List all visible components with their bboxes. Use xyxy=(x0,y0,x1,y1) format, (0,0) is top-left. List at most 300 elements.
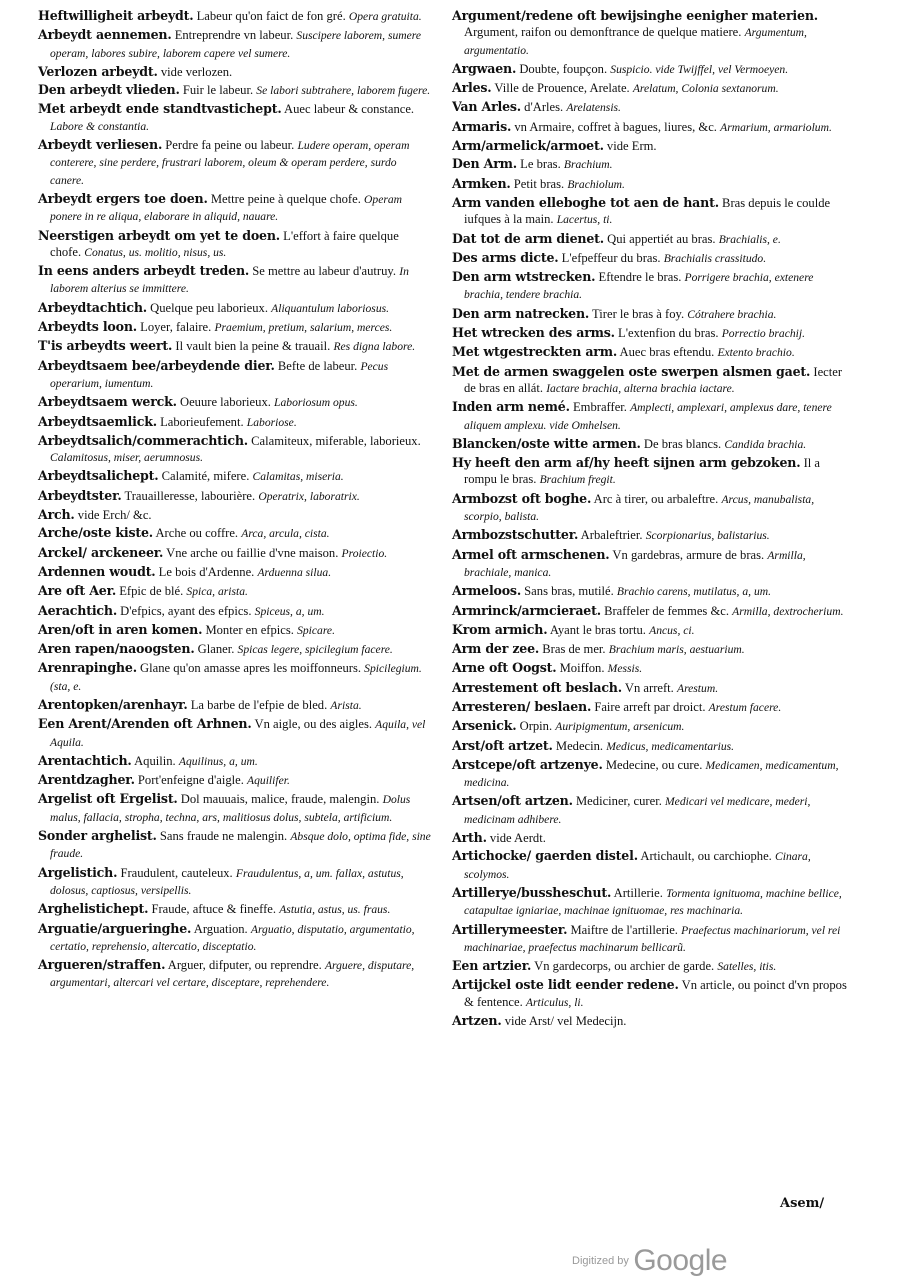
dictionary-entry xyxy=(452,364,847,398)
headword: Met wtgestreckten arm. xyxy=(452,344,618,360)
dictionary-entry xyxy=(452,138,847,154)
latin-gloss: Aquilifer. xyxy=(247,774,290,788)
dictionary-entry xyxy=(38,828,433,863)
french-gloss: Vne arche ou faillie d'vne maison. xyxy=(166,545,339,560)
latin-gloss: Laboriosum opus. xyxy=(274,396,358,410)
french-gloss: La barbe de l'efpie de bled. xyxy=(190,697,328,712)
french-gloss: vn Armaire, coffret à bagues, liures, &c. xyxy=(514,119,717,134)
headword: Arbeydtachtich. xyxy=(38,299,147,315)
latin-gloss: Brachium fregit. xyxy=(539,473,616,487)
headword: Arbeydts loon. xyxy=(38,319,137,335)
headword: Arresteren/ beslaen. xyxy=(452,698,592,714)
dictionary-entry xyxy=(452,455,847,489)
french-gloss: Bras depuis le coulde iufques à la main. xyxy=(464,195,831,227)
latin-gloss: Laboriose. xyxy=(246,415,297,429)
dictionary-entry xyxy=(452,250,847,267)
latin-gloss: Armarium, armariolum. xyxy=(720,120,832,134)
latin-gloss: Porrigere brachia, extenere brachia, tendere brachia. xyxy=(464,271,814,302)
headword: Arbeydtsaemlick. xyxy=(38,413,157,429)
headword: Armel oft armschenen. xyxy=(452,546,610,562)
dictionary-entry xyxy=(38,228,433,262)
headword: Arentopken/arenhayr. xyxy=(38,696,188,712)
latin-gloss: Calamitosus, miser, aerumnosus. xyxy=(50,451,203,465)
french-gloss: Embraffer. xyxy=(572,400,627,415)
dictionary-entry xyxy=(452,80,847,97)
french-gloss: Fraude, aftuce & fineffe. xyxy=(151,902,277,917)
latin-gloss: Arestum facere. xyxy=(708,700,782,714)
french-gloss: vide verlozen. xyxy=(160,64,233,79)
latin-gloss: Auripigmentum, arsenicum. xyxy=(555,720,685,734)
headword: Argueren/straffen. xyxy=(38,957,166,973)
french-gloss: Vn arreft. xyxy=(624,680,674,695)
headword: Krom armich. xyxy=(452,621,548,637)
french-gloss: Petit bras. xyxy=(513,176,565,191)
dictionary-entry xyxy=(38,137,433,189)
latin-gloss: Conatus, us. molitio, nisus, us. xyxy=(84,245,227,259)
french-gloss: Artillerie. xyxy=(613,885,663,900)
french-gloss: Moiffon. xyxy=(559,661,605,676)
french-gloss: vide Erch/ &c. xyxy=(77,508,152,523)
latin-gloss: Arduenna silua. xyxy=(257,565,332,579)
french-gloss: Ville de Prouence, Arelate. xyxy=(494,81,630,96)
latin-gloss: Arguatio, disputatio, argumentatio, certatio, reprehensio, altercatio, disceptatio. xyxy=(50,922,415,953)
latin-gloss: Spicare. xyxy=(297,623,335,637)
dictionary-entry xyxy=(38,641,433,658)
dictionary-entry xyxy=(38,660,433,695)
digitized-watermark xyxy=(572,1244,727,1278)
french-gloss: Bras de mer. xyxy=(542,642,606,657)
dictionary-entry xyxy=(452,603,847,620)
headword: Arbeydtsalich/commerachtich. xyxy=(38,432,248,448)
latin-gloss: Argumentum, argumentatio. xyxy=(464,26,807,57)
headword: Aren rapen/naoogsten. xyxy=(38,641,195,657)
headword: Aerachtich. xyxy=(38,602,118,618)
dictionary-entry xyxy=(38,263,433,298)
headword: Heftwilligheit arbeydt. xyxy=(38,8,194,23)
latin-gloss: Arca, arcula, cista. xyxy=(241,527,330,541)
headword: Artsen/oft artzen. xyxy=(452,793,573,809)
french-gloss: Efpic de blé. xyxy=(119,584,184,599)
dictionary-entry xyxy=(452,885,847,920)
dictionary-entry xyxy=(38,300,433,317)
latin-gloss: Aquilinus, a, um. xyxy=(178,754,258,768)
latin-gloss: Aliquantulum laboriosus. xyxy=(271,301,390,315)
dictionary-entry xyxy=(38,433,433,467)
french-gloss: d'Arles. xyxy=(524,100,564,115)
headword: Artillerye/bussheschut. xyxy=(452,884,612,900)
latin-gloss: Extento brachio. xyxy=(717,346,795,360)
latin-gloss: Absque dolo, optima fide, sine fraude. xyxy=(50,830,431,861)
latin-gloss: Arista. xyxy=(330,698,362,712)
french-gloss: Ayant le bras tortu. xyxy=(549,622,646,637)
dictionary-entry xyxy=(38,921,433,956)
latin-gloss: Arguere, disputare, argumentari, altercari vel certare, disceptare, reprehendere. xyxy=(50,959,415,990)
headword: Arguatie/argueringhe. xyxy=(38,920,192,936)
latin-gloss: Arcus, manubalista, scorpio, balista. xyxy=(464,492,815,524)
dictionary-entry xyxy=(38,414,433,431)
latin-gloss: Armilla, dextrocherium. xyxy=(732,604,844,618)
dictionary-entry xyxy=(38,101,433,135)
dictionary-entry xyxy=(38,525,433,542)
dictionary-entry xyxy=(38,8,433,25)
latin-gloss: Se labori subtrahere, laborem fugere. xyxy=(256,84,431,98)
dictionary-entry xyxy=(452,1013,847,1029)
google-logo: Google xyxy=(633,1244,728,1277)
french-gloss: Fraudulent, cauteleux. xyxy=(120,865,233,880)
dictionary-entry xyxy=(452,344,847,361)
french-gloss: vide Aerdt. xyxy=(489,831,546,846)
french-gloss: Befte de labeur. xyxy=(277,358,358,373)
dictionary-entry xyxy=(38,545,433,562)
french-gloss: Vn gardecorps, ou archier de garde. xyxy=(534,959,715,974)
headword: T'is arbeydts weert. xyxy=(38,338,173,354)
headword: Inden arm nemé. xyxy=(452,399,570,415)
dictionary-entry xyxy=(38,583,433,600)
dictionary-entry xyxy=(38,488,433,505)
latin-gloss: Proiectio. xyxy=(341,546,388,560)
french-gloss: Monter en efpics. xyxy=(205,622,294,637)
french-gloss: Il a rompu le bras. xyxy=(464,456,820,487)
latin-gloss: Scorpionarius, balistarius. xyxy=(645,529,770,543)
french-gloss: Se mettre au labeur d'autruy. xyxy=(252,264,397,279)
latin-gloss: Spiceus, a, um. xyxy=(254,604,325,618)
headword: Armrinck/armcieraet. xyxy=(452,602,601,618)
latin-gloss: Spicilegium. (sta, e. xyxy=(50,662,422,693)
french-gloss: Aquilin. xyxy=(134,753,176,768)
dictionary-entry xyxy=(38,468,433,485)
french-gloss: Port'enfeigne d'aigle. xyxy=(137,773,244,788)
french-gloss: Medecine, ou cure. xyxy=(605,757,703,772)
latin-gloss: Opera gratuita. xyxy=(348,10,422,23)
headword: Met arbeydt ende standtvastichept. xyxy=(38,101,282,117)
headword: Arbeydt verliesen. xyxy=(38,137,163,153)
dictionary-entry xyxy=(452,977,847,1011)
headword: Arghelistichept. xyxy=(38,901,149,917)
dictionary-entry xyxy=(38,564,433,581)
latin-gloss: Res digna labore. xyxy=(333,340,416,354)
latin-gloss: Arestum. xyxy=(676,681,719,695)
dictionary-entry xyxy=(452,958,847,975)
dictionary-entry xyxy=(452,119,847,136)
headword: Armaris. xyxy=(452,118,512,134)
headword: Den arm natrecken. xyxy=(452,305,590,321)
headword: Den arbeydt vlieden. xyxy=(38,82,180,98)
latin-gloss: Brachio carens, mutilatus, a, um. xyxy=(616,585,772,599)
headword: Arckel/ arckeneer. xyxy=(38,544,164,560)
latin-gloss: Suspicio. vide Twijffel, vel Vermoeyen. xyxy=(610,62,789,76)
french-gloss: Glane qu'on amasse apres les moiffonneurs. xyxy=(140,661,362,676)
headword: Arm der zee. xyxy=(452,641,540,657)
dictionary-entry xyxy=(452,176,847,193)
headword: Arstcepe/oft artzenye. xyxy=(452,756,603,772)
dictionary-entry xyxy=(452,231,847,248)
french-gloss: Perdre fa peine ou labeur. xyxy=(165,138,295,153)
headword: Artillerymeester. xyxy=(452,921,568,937)
headword: Arch. xyxy=(38,507,75,523)
french-gloss: vide Erm. xyxy=(606,139,657,154)
french-gloss: Orpin. xyxy=(519,719,553,734)
headword: Des arms dicte. xyxy=(452,249,559,265)
headword: Dat tot de arm dienet. xyxy=(452,230,604,246)
latin-gloss: Labore & constantia. xyxy=(50,119,150,133)
dictionary-entry xyxy=(38,753,433,770)
french-gloss: Eftendre le bras. xyxy=(598,270,682,285)
french-gloss: Quelque peu laborieux. xyxy=(150,300,268,315)
headword: Blancken/oste witte armen. xyxy=(452,435,641,451)
latin-gloss: Arelatensis. xyxy=(566,101,621,115)
headword: Arth. xyxy=(452,830,487,846)
headword: Arsenick. xyxy=(452,718,517,734)
dictionary-entry xyxy=(452,61,847,78)
headword: Arne oft Oogst. xyxy=(452,660,557,676)
dictionary-entry xyxy=(38,791,433,826)
headword: Een Arent/Arenden oft Arhnen. xyxy=(38,716,252,732)
headword: Argelist oft Ergelist. xyxy=(38,791,178,807)
headword: Arm vanden elleboghe tot aen de hant. xyxy=(452,194,719,210)
dictionary-entry xyxy=(38,191,433,226)
latin-gloss: Brachialis crassitudo. xyxy=(663,251,767,265)
french-gloss: Arguation. xyxy=(193,921,248,936)
headword: Arbeydtsalichept. xyxy=(38,468,159,484)
latin-gloss: Iactare brachia, alterna brachia iactare. xyxy=(546,381,735,395)
dictionary-entry xyxy=(452,527,847,544)
headword: Neerstigen arbeydt om yet te doen. xyxy=(38,227,280,243)
headword: Argwaen. xyxy=(452,60,517,76)
french-gloss: Il vault bien la peine & trauail. xyxy=(175,339,331,354)
french-gloss: Dol mauuais, malice, fraude, malengin. xyxy=(180,792,380,807)
headword: Sonder arghelist. xyxy=(38,828,157,844)
headword: Armbozst oft boghe. xyxy=(452,490,592,506)
headword: Arst/oft artzet. xyxy=(452,737,553,753)
dictionary-entry xyxy=(452,830,847,846)
french-gloss: Le bras. xyxy=(520,157,561,172)
dictionary-entry xyxy=(38,603,433,620)
headword: Armbozstschutter. xyxy=(452,527,579,543)
french-gloss: Iecter de bras en allát. xyxy=(464,364,843,395)
french-gloss: vide Arst/ vel Medecijn. xyxy=(504,1014,627,1029)
dictionary-entry xyxy=(452,922,847,957)
headword: Argument/redene oft bewijsinghe eenigher materien. xyxy=(452,8,818,23)
dictionary-entry xyxy=(452,757,847,792)
headword: Aren/oft in aren komen. xyxy=(38,621,203,637)
latin-gloss: Brachium. xyxy=(563,158,613,172)
headword: Den Arm. xyxy=(452,156,517,172)
french-gloss: Vn gardebras, armure de bras. xyxy=(612,547,765,562)
latin-gloss: Brachium maris, aestuarium. xyxy=(608,643,745,657)
headword: Arrestement oft beslach. xyxy=(452,679,622,695)
latin-gloss: Medicus, medicamentarius. xyxy=(606,739,735,753)
french-gloss: Vn article, ou poinct d'vn propos & fentence. xyxy=(464,978,847,1009)
headword: Verlozen arbeydt. xyxy=(38,63,158,79)
latin-gloss: Dolus malus, fallacia, stropha, techna, ars, malitiosus dolus, subtela, artificium. xyxy=(50,793,411,824)
latin-gloss: Aquila, vel Aquila. xyxy=(50,718,426,749)
french-gloss: Calamiteux, miferable, laborieux. xyxy=(251,433,421,448)
dictionary-entry xyxy=(38,622,433,639)
french-gloss: Medecin. xyxy=(555,738,604,753)
headword: Den arm wtstrecken. xyxy=(452,269,596,285)
dictionary-entry xyxy=(38,901,433,918)
headword: Het wtrecken des arms. xyxy=(452,325,615,341)
headword: Arbeydt aennemen. xyxy=(38,27,172,43)
catchword: Asem/ xyxy=(780,1196,825,1211)
latin-gloss: Praefectus machinariorum, vel rei machinariae, praefectus machinarum bellicarũ. xyxy=(464,923,841,954)
dictionary-entry xyxy=(452,436,847,453)
french-gloss: Calamité, mifere. xyxy=(161,469,250,484)
latin-gloss: Tormenta ignituoma, machine bellice, catapultae igniariae, machinae ignituomae, res machinaria. xyxy=(464,886,842,918)
french-gloss: Arc à tirer, ou arbaleftre. xyxy=(593,491,719,506)
dictionary-entry xyxy=(38,64,433,80)
dictionary-entry xyxy=(38,338,433,355)
french-gloss: Qui appertiét au bras. xyxy=(607,231,716,246)
dictionary-entry xyxy=(452,680,847,697)
latin-gloss: Armilla, brachiale, manica. xyxy=(464,548,806,579)
headword: Armeloos. xyxy=(452,583,522,599)
latin-gloss: Operam ponere in re aliqua, elaborare in aliquid, nauare. xyxy=(50,192,403,224)
french-gloss: Sans bras, mutilé. xyxy=(524,584,614,599)
latin-gloss: Calamitas, miseria. xyxy=(252,470,344,484)
headword: Arm/armelick/armoet. xyxy=(452,138,604,154)
french-gloss: Artichault, ou carchiophe. xyxy=(640,849,772,864)
french-gloss: Sans fraude ne malengin. xyxy=(159,829,288,844)
headword: Argelistich. xyxy=(38,864,118,880)
dictionary-entry xyxy=(38,507,433,523)
dictionary-entry xyxy=(452,156,847,173)
headword: Arbeydtsaem werck. xyxy=(38,394,177,410)
headword: Met de armen swaggelen oste swerpen alsmen gaet. xyxy=(452,363,811,379)
dictionary-entry xyxy=(452,738,847,755)
latin-gloss: Articulus, li. xyxy=(525,995,584,1009)
dictionary-entry xyxy=(452,793,847,828)
french-gloss: Arbaleftrier. xyxy=(580,528,643,543)
french-gloss: Loyer, falaire. xyxy=(140,320,212,335)
latin-gloss: Brachiolum. xyxy=(567,177,625,191)
latin-gloss: Ancus, ci. xyxy=(649,623,695,637)
french-gloss: Arche ou coffre. xyxy=(155,526,239,541)
headword: Hy heeft den arm af/hy heeft sijnen arm gebzoken. xyxy=(452,455,801,471)
headword: Armken. xyxy=(452,175,511,191)
headword: Arbeydt ergers toe doen. xyxy=(38,190,208,206)
dictionary-entry xyxy=(38,358,433,393)
dictionary-entry xyxy=(452,848,847,883)
latin-gloss: Candida brachia. xyxy=(724,437,807,451)
latin-gloss: Operatrix, laboratrix. xyxy=(258,489,360,503)
headword: Artijckel oste lidt eender redene. xyxy=(452,977,679,993)
french-gloss: Oeuure laborieux. xyxy=(179,395,271,410)
dictionary-entry xyxy=(452,195,847,229)
dictionary-entry xyxy=(38,716,433,751)
dictionary-entry xyxy=(452,306,847,323)
headword: Een artzier. xyxy=(452,958,532,974)
headword: Arles. xyxy=(452,80,492,96)
dictionary-entry xyxy=(452,547,847,582)
headword: Artzen. xyxy=(452,1013,502,1029)
dictionary-entry xyxy=(452,491,847,526)
french-gloss: D'efpics, ayant des efpics. xyxy=(120,603,252,618)
french-gloss: Auec labeur & constance. xyxy=(284,102,415,117)
dictionary-entry xyxy=(38,865,433,900)
headword: Arbeydtster. xyxy=(38,487,122,503)
french-gloss: Labeur qu'on faict de fon gré. xyxy=(196,9,346,23)
dictionary-entry xyxy=(452,399,847,434)
latin-gloss: Astutia, astus, us. fraus. xyxy=(279,903,391,917)
headword: Van Arles. xyxy=(452,99,521,115)
dictionary-entry xyxy=(38,319,433,336)
dictionary-entry xyxy=(452,583,847,600)
dictionary-entry xyxy=(452,8,847,59)
french-gloss: Argument, raifon ou demonftrance de quelque matiere. xyxy=(464,25,742,40)
french-gloss: Laborieufement. xyxy=(160,414,244,429)
latin-gloss: Spicas legere, spicilegium facere. xyxy=(237,643,393,657)
latin-gloss: Pecus operarium, iumentum. xyxy=(50,359,389,390)
headword: Arentdzagher. xyxy=(38,772,135,788)
latin-gloss: Arelatum, Colonia sextanorum. xyxy=(632,82,779,96)
headword: Are oft Aer. xyxy=(38,583,117,599)
french-gloss: Fuir le labeur. xyxy=(182,83,254,98)
dictionary-entry xyxy=(38,394,433,411)
dictionary-entry xyxy=(38,697,433,714)
french-gloss: Vn aigle, ou des aigles. xyxy=(254,717,373,732)
french-gloss: Faire arreft par droict. xyxy=(594,699,706,714)
dictionary-entry xyxy=(452,699,847,716)
dictionary-entry xyxy=(452,660,847,677)
dictionary-entry xyxy=(38,772,433,789)
latin-gloss: Suscipere laborem, sumere operam, labores subire, laborem capere vel sumere. xyxy=(50,29,421,60)
left-column xyxy=(38,8,433,994)
latin-gloss: Fraudulentus, a, um. fallax, astutus, dolosus, captiosus, versipellis. xyxy=(50,866,404,897)
french-gloss: L'extenfion du bras. xyxy=(618,326,719,341)
headword: Arbeydtsaem bee/arbeydende dier. xyxy=(38,357,275,373)
french-gloss: Mediciner, curer. xyxy=(575,794,662,809)
dictionary-entry xyxy=(452,325,847,342)
french-gloss: Doubte, foupçon. xyxy=(519,61,608,76)
dictionary-entry xyxy=(452,269,847,304)
right-column xyxy=(452,8,847,1031)
headword: Artichocke/ gaerden distel. xyxy=(452,848,638,864)
latin-gloss: Cótrahere brachia. xyxy=(687,307,777,321)
latin-gloss: Ludere operam, operam conterere, sine perdere, frustrari laborem, oleum & operam perdere, surdo canere. xyxy=(50,139,410,187)
french-gloss: Maiftre de l'artillerie. xyxy=(570,922,678,937)
french-gloss: Mettre peine à quelque chofe. xyxy=(210,191,361,206)
watermark-prefix: Digitized by xyxy=(572,1255,629,1267)
french-gloss: De bras blancs. xyxy=(643,436,722,451)
headword: Arenrapinghe. xyxy=(38,660,137,676)
french-gloss: Glaner. xyxy=(197,642,235,657)
dictionary-entry xyxy=(452,622,847,639)
french-gloss: Entreprendre vn labeur. xyxy=(174,28,294,43)
headword: Arche/oste kiste. xyxy=(38,525,153,541)
dictionary-entry xyxy=(452,641,847,658)
latin-gloss: In laborem alterius se immittere. xyxy=(50,265,409,296)
dictionary-entry xyxy=(452,99,847,116)
latin-gloss: Porrectio brachij. xyxy=(721,327,806,341)
dictionary-entry xyxy=(452,718,847,735)
dictionary-entry xyxy=(38,27,433,62)
latin-gloss: Lacertus, ti. xyxy=(556,213,613,227)
french-gloss: Le bois d'Ardenne. xyxy=(158,564,255,579)
headword: Arentachtich. xyxy=(38,752,132,768)
dictionary-entry xyxy=(38,957,433,992)
latin-gloss: Brachialis, e. xyxy=(718,232,781,246)
french-gloss: L'effort à faire quelque chofe. xyxy=(50,228,399,259)
french-gloss: Braffeler de femmes &c. xyxy=(604,603,730,618)
latin-gloss: Spica, arista. xyxy=(186,585,248,599)
headword: Ardennen woudt. xyxy=(38,563,156,579)
latin-gloss: Messis. xyxy=(607,662,643,676)
dictionary-entry xyxy=(38,82,433,99)
french-gloss: Trauailleresse, labourière. xyxy=(124,488,256,503)
latin-gloss: Medicamen, medicamentum, medicina. xyxy=(464,758,839,790)
latin-gloss: Medicari vel medicare, mederi, medicinam adhibere. xyxy=(464,795,811,826)
